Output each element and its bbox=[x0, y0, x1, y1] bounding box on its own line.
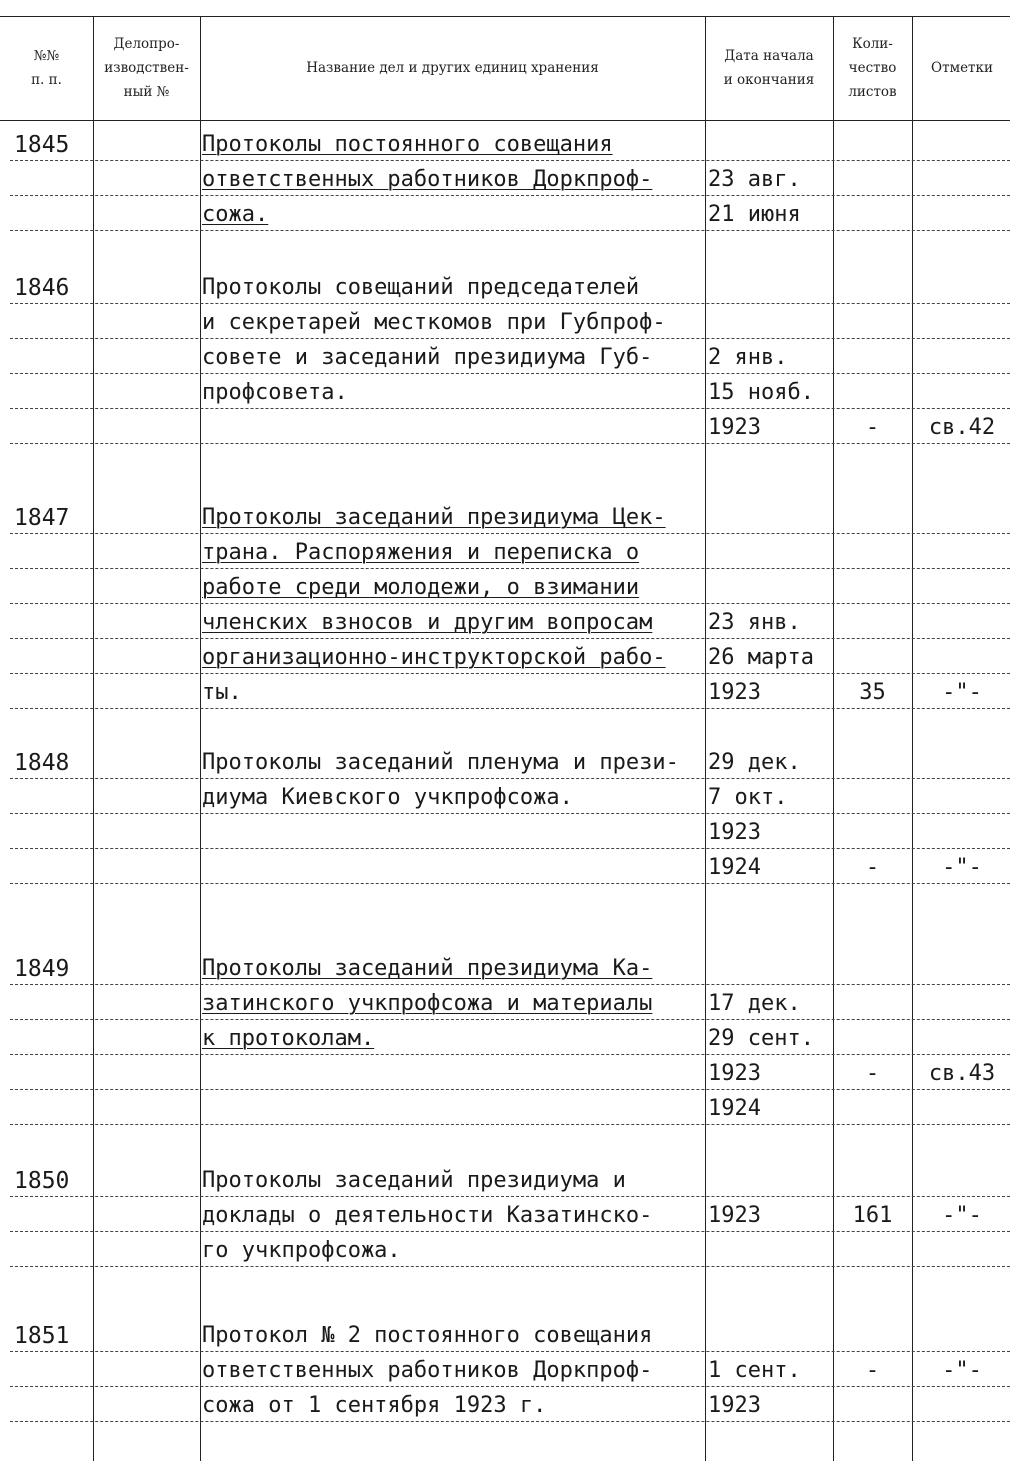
ruled-line bbox=[10, 883, 1010, 884]
row-date: 26 марта bbox=[708, 645, 814, 670]
row-sheets: 161 bbox=[852, 1203, 893, 1228]
row-date: 21 июня bbox=[708, 202, 801, 227]
ruled-line bbox=[10, 195, 1010, 196]
row-title-line: работе среди молодежи, о взимании bbox=[202, 575, 640, 600]
row-title-line: Протоколы заседаний президиума Цек- bbox=[202, 505, 666, 530]
row-sheets: - bbox=[865, 415, 880, 440]
ruled-line bbox=[10, 1386, 1010, 1387]
row-title-line: ты. bbox=[202, 680, 242, 705]
row-title-line: сожа. bbox=[202, 202, 269, 227]
row-date: 15 нояб. bbox=[708, 380, 814, 405]
row-title-line: и секретарей месткомов при Губпроф- bbox=[202, 310, 666, 335]
row-date: 23 янв. bbox=[708, 610, 801, 635]
row-title-line: профсовета. bbox=[202, 380, 348, 405]
ruled-line bbox=[10, 638, 1010, 639]
ruled-line bbox=[10, 673, 1010, 674]
ruled-line bbox=[10, 778, 1010, 779]
header-num: №№ п. п. bbox=[31, 48, 62, 88]
row-date: 1923 bbox=[708, 1393, 761, 1418]
ruled-line bbox=[10, 708, 1010, 709]
row-date: 1924 bbox=[708, 1096, 761, 1121]
row-notes: -"- bbox=[942, 855, 982, 880]
row-title-line: диума Киевского учкпрофсожа. bbox=[202, 785, 573, 810]
header-top-border bbox=[0, 16, 1010, 17]
ruled-line bbox=[10, 1421, 1010, 1422]
row-title-line: доклады о деятельности Казатинско- bbox=[202, 1203, 653, 1228]
row-date: 23 авг. bbox=[708, 167, 801, 192]
ruled-line bbox=[10, 1231, 1010, 1232]
row-sheets: 35 bbox=[859, 680, 886, 705]
ruled-line bbox=[10, 160, 1010, 161]
row-title-line: ответственных работников Доркпроф- bbox=[202, 167, 653, 192]
ruled-line bbox=[10, 984, 1010, 985]
header-title: Название дел и других единиц хранения bbox=[306, 60, 599, 76]
row-date: 1923 bbox=[708, 820, 761, 845]
row-title-line: Протоколы заседаний президиума и bbox=[202, 1168, 626, 1193]
row-number: 1845 bbox=[14, 132, 70, 158]
row-date: 1923 bbox=[708, 1061, 761, 1086]
column-divider bbox=[200, 16, 201, 1461]
row-number: 1850 bbox=[14, 1168, 70, 1194]
ruled-line bbox=[10, 1124, 1010, 1125]
header-bottom-border bbox=[0, 120, 1010, 121]
row-sheets: - bbox=[865, 855, 880, 880]
row-date: 2 янв. bbox=[708, 345, 788, 370]
row-notes: св.42 bbox=[928, 415, 996, 440]
ruled-line bbox=[10, 813, 1010, 814]
row-title-line: организационно-инструкторской рабо- bbox=[202, 645, 666, 670]
row-date: 1 сент. bbox=[708, 1358, 801, 1383]
ruled-line bbox=[10, 338, 1010, 339]
row-title-line: Протокол № 2 постоянного совещания bbox=[202, 1323, 653, 1348]
row-title-line: Протоколы заседаний пленума и прези- bbox=[202, 750, 679, 775]
row-notes: -"- bbox=[942, 1203, 982, 1228]
ruled-line bbox=[10, 848, 1010, 849]
row-date: 1923 bbox=[708, 680, 761, 705]
row-number: 1849 bbox=[14, 956, 70, 982]
row-number: 1847 bbox=[14, 505, 70, 531]
ruled-line bbox=[10, 443, 1010, 444]
ruled-line bbox=[10, 1266, 1010, 1267]
header-office-num: Делопро- изводствен- ный № bbox=[104, 36, 189, 100]
row-date: 1923 bbox=[708, 1203, 761, 1228]
ruled-line bbox=[10, 568, 1010, 569]
ruled-line bbox=[10, 533, 1010, 534]
column-divider bbox=[833, 16, 834, 1461]
row-number: 1851 bbox=[14, 1323, 70, 1349]
header-sheets: Коли- чество листов bbox=[848, 36, 897, 100]
header-notes: Отметки bbox=[931, 60, 993, 76]
column-divider bbox=[705, 16, 706, 1461]
row-title-line: Протоколы заседаний президиума Ка- bbox=[202, 956, 653, 981]
row-date: 17 дек. bbox=[708, 991, 801, 1016]
ruled-line bbox=[10, 1054, 1010, 1055]
row-number: 1848 bbox=[14, 750, 70, 776]
ruled-line bbox=[10, 1089, 1010, 1090]
column-divider bbox=[93, 16, 94, 1461]
row-title-line: совете и заседаний президиума Губ- bbox=[202, 345, 653, 370]
ruled-line bbox=[10, 408, 1010, 409]
row-title-line: Протоколы совещаний председателей bbox=[202, 275, 640, 300]
ruled-line bbox=[10, 1351, 1010, 1352]
row-sheets: - bbox=[865, 1358, 880, 1383]
ruled-line bbox=[10, 303, 1010, 304]
column-divider bbox=[912, 16, 913, 1461]
row-title-line: трана. Распоряжения и переписка о bbox=[202, 540, 640, 565]
ruled-line bbox=[10, 603, 1010, 604]
row-date: 29 дек. bbox=[708, 750, 801, 775]
ruled-line bbox=[10, 373, 1010, 374]
row-notes: -"- bbox=[942, 1358, 982, 1383]
row-date: 1923 bbox=[708, 415, 761, 440]
row-date: 7 окт. bbox=[708, 785, 788, 810]
header-dates: Дата начала и окончания bbox=[723, 48, 815, 88]
row-notes: св.43 bbox=[928, 1061, 996, 1086]
ruled-line bbox=[10, 230, 1010, 231]
row-notes: -"- bbox=[942, 680, 982, 705]
row-date: 29 сент. bbox=[708, 1026, 814, 1051]
row-number: 1846 bbox=[14, 275, 70, 301]
row-title-line: ответственных работников Доркпроф- bbox=[202, 1358, 653, 1383]
ruled-line bbox=[10, 1196, 1010, 1197]
ruled-line bbox=[10, 1019, 1010, 1020]
row-date: 1924 bbox=[708, 855, 761, 880]
row-title-line: го учкпрофсожа. bbox=[202, 1238, 401, 1263]
row-title-line: сожа от 1 сентября 1923 г. bbox=[202, 1393, 547, 1418]
row-title-line: затинского учкпрофсожа и материалы bbox=[202, 991, 653, 1016]
row-title-line: Протоколы постоянного совещания bbox=[202, 132, 613, 157]
row-title-line: членских взносов и другим вопросам bbox=[202, 610, 653, 635]
row-title-line: к протоколам. bbox=[202, 1026, 375, 1051]
row-sheets: - bbox=[865, 1061, 880, 1086]
